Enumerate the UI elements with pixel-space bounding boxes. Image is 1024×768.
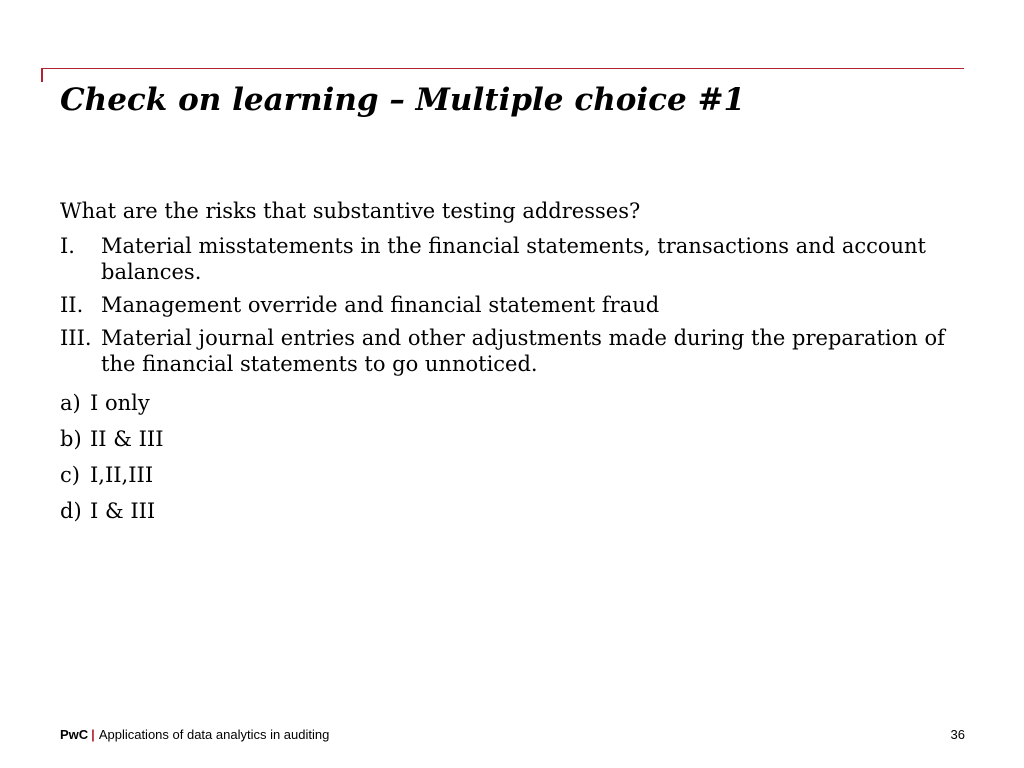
answer-option-list (60, 390, 970, 525)
answer-option-a[interactable] (60, 390, 970, 417)
statement-text: Material journal entries and other adjustments made during the preparation of the financial statements to go unnoticed. (101, 326, 945, 376)
statement-item (60, 233, 970, 285)
answer-option-letter: a) (60, 391, 81, 415)
answer-option-c[interactable] (60, 462, 970, 489)
answer-option-text: II & III (90, 427, 164, 451)
answer-option-letter: b) (60, 427, 82, 451)
answer-option-text: I only (90, 391, 150, 415)
answer-option-b[interactable] (60, 426, 970, 453)
statement-item (60, 325, 970, 377)
statement-text: Material misstatements in the financial statements, transactions and account balances. (101, 234, 926, 284)
statement-text: Management override and financial statement fraud (101, 293, 660, 317)
question-content (60, 198, 970, 534)
statement-item (60, 292, 970, 318)
answer-option-text: I,II,III (90, 463, 154, 487)
statement-numeral: III. (60, 326, 92, 350)
footer-course-title: Applications of data analytics in auditing (98, 727, 330, 742)
answer-option-text: I & III (90, 499, 156, 523)
slide-title: Check on learning – Multiple choice #1 (60, 82, 746, 118)
footer-brand: PwC (60, 727, 89, 742)
answer-option-letter: c) (60, 463, 80, 487)
page-number: 36 (950, 727, 965, 742)
answer-option-letter: d) (60, 499, 82, 523)
corner-tick-divider (41, 68, 43, 82)
question-text: What are the risks that substantive testing addresses? (60, 199, 641, 223)
statement-numeral: II. (60, 293, 84, 317)
statement-numeral: I. (60, 234, 75, 258)
statement-list (60, 233, 970, 377)
footer-separator: | (91, 727, 95, 742)
top-rule-divider (41, 68, 964, 69)
footer (60, 727, 329, 743)
answer-option-d[interactable] (60, 498, 970, 525)
